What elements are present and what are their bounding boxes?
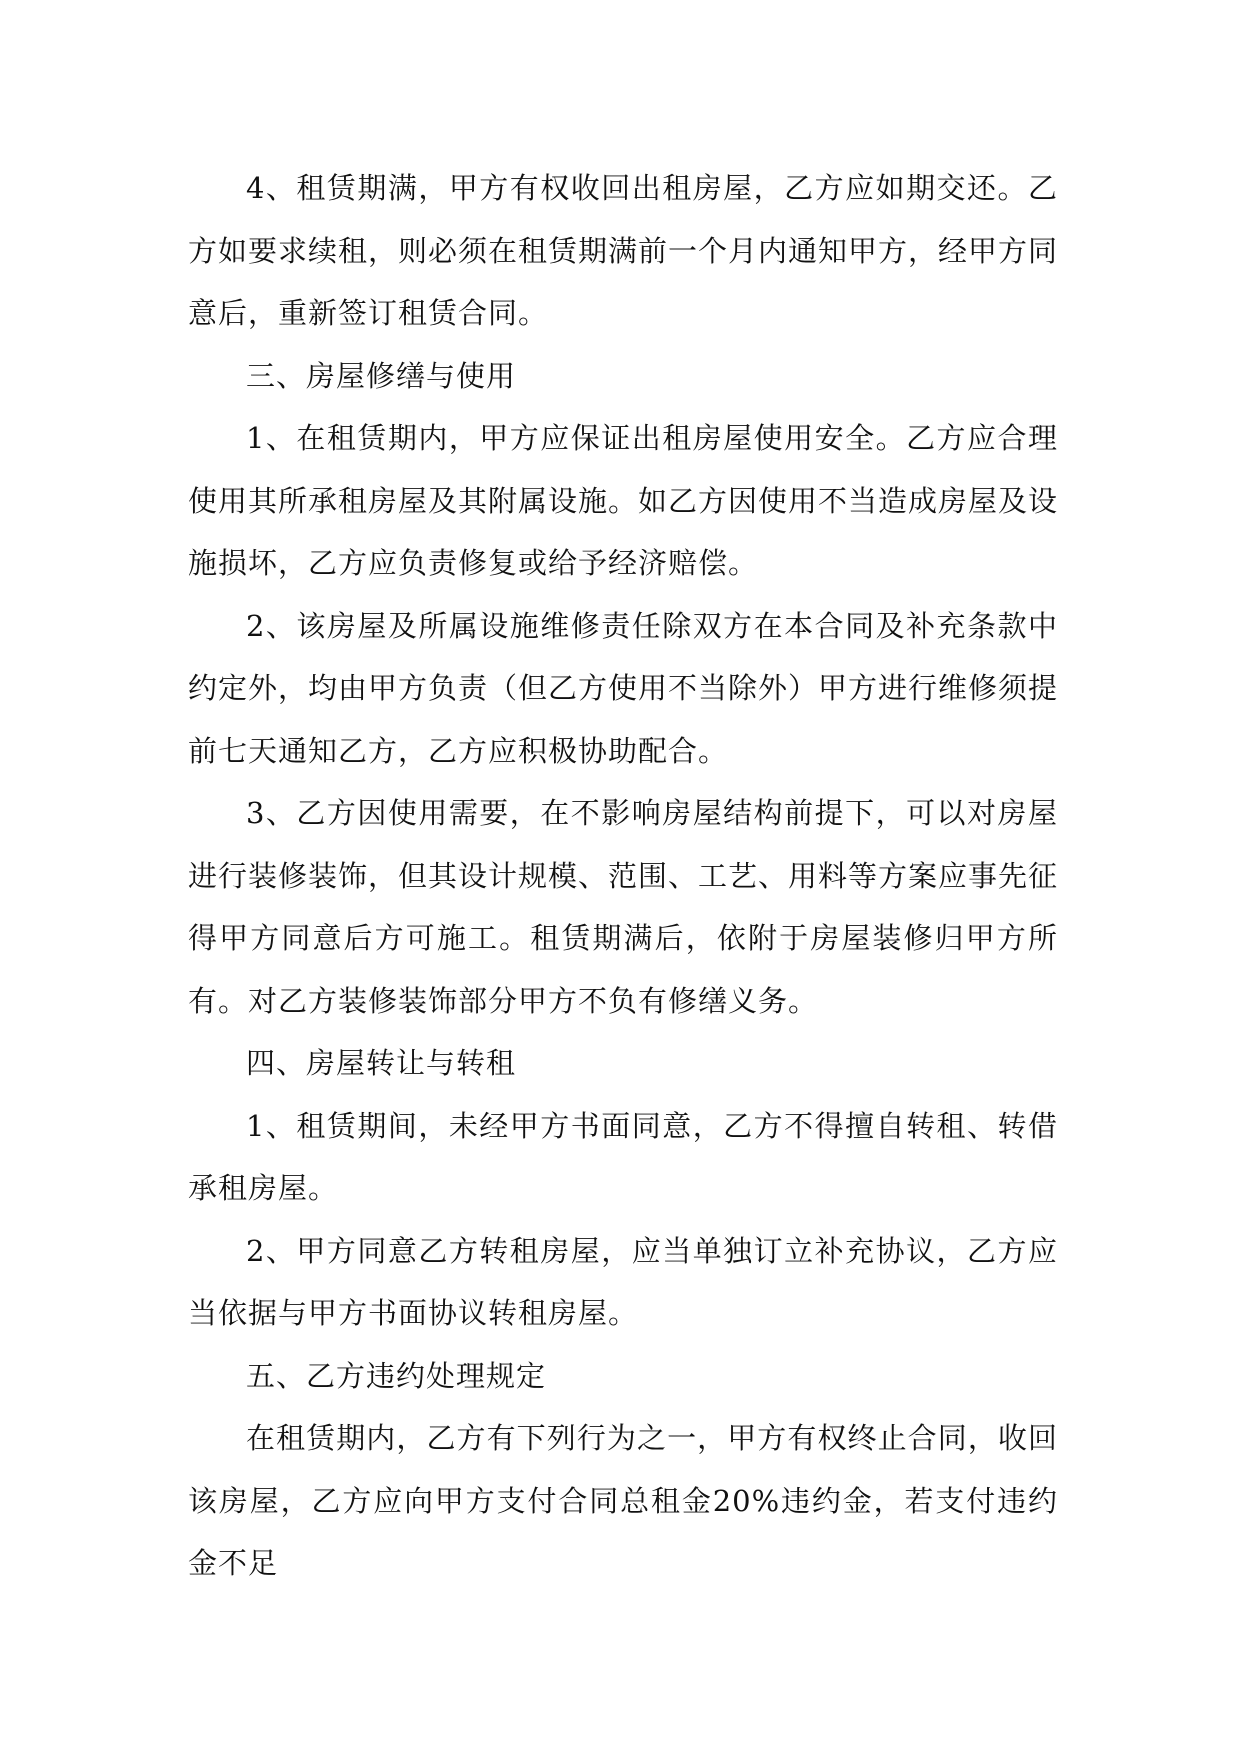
paragraph-renewal-clause: 4、租赁期满，甲方有权收回出租房屋，乙方应如期交还。乙方如要求续租，则必须在租赁期满前一个月内通知甲方，经甲方同意后，重新签订租赁合同。: [188, 171, 1059, 330]
section-heading-breach-provisions: 五、乙方违约处理规定: [246, 1358, 547, 1393]
paragraph-breach-penalty-clause: 在租赁期内，乙方有下列行为之一，甲方有权终止合同，收回该房屋，乙方应向甲方支付合同总租金20%违约金，若支付违约金不足: [188, 1421, 1058, 1580]
paragraph-decoration-clause: 3、乙方因使用需要，在不影响房屋结构前提下，可以对房屋进行装修装饰，但其设计规模、范围、工艺、用料等方案应事先征得甲方同意后方可施工。租赁期满后，依附于房屋装修归甲方所有。对乙方装修装饰部分甲方不负有修缮义务。: [188, 796, 1059, 1018]
paragraph-sublease-consent-clause: 1、租赁期间，未经甲方书面同意，乙方不得擅自转租、转借承租房屋。: [188, 1108, 1058, 1205]
section-heading-repair-and-use: 三、房屋修缮与使用: [246, 358, 517, 393]
document-body: [188, 157, 1058, 1595]
section-heading-transfer-and-sublease: 四、房屋转让与转租: [246, 1046, 517, 1080]
paragraph-maintenance-clause: 2、该房屋及所属设施维修责任除双方在本合同及补充条款中约定外，均由甲方负责（但乙方使用不当除外）甲方进行维修须提前七天通知乙方，乙方应积极协助配合。: [188, 608, 1059, 768]
paragraph-sublease-agreement-clause: 2、甲方同意乙方转租房屋，应当单独订立补充协议，乙方应当依据与甲方书面协议转租房屋。: [188, 1233, 1058, 1330]
paragraph-safety-clause: 1、在租赁期内，甲方应保证出租房屋使用安全。乙方应合理使用其所承租房屋及其附属设施。如乙方因使用不当造成房屋及设施损坏，乙方应负责修复或给予经济赔偿。: [188, 421, 1059, 580]
